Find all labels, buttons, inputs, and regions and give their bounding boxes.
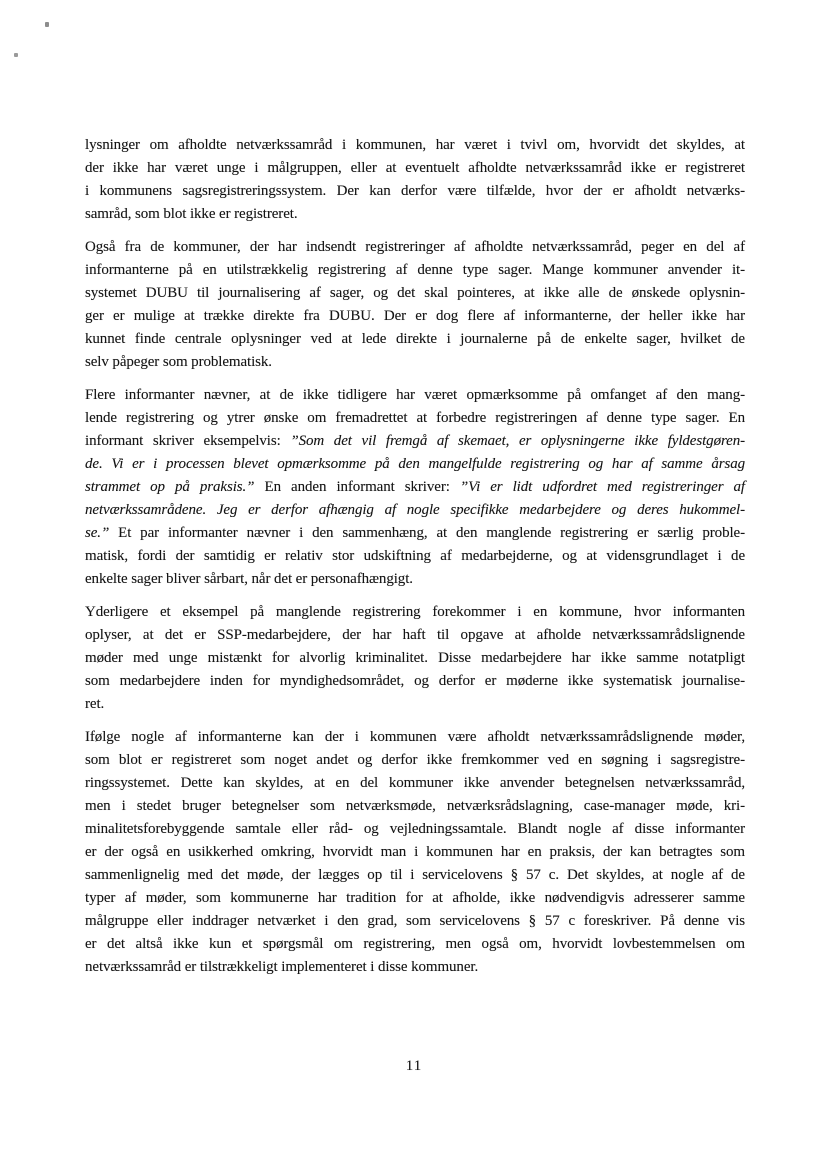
paragraph <box>85 726 745 979</box>
text-line <box>85 956 745 979</box>
text-line <box>85 670 745 693</box>
quoted-text-run: de. Vi er i processen blevet opmærksomme på den mangelfulde registrering og har af samme årsag <box>85 456 745 472</box>
text-run: møder med unge mistænkt for alvorlig kriminalitet. Disse medarbejdere har ikke samme notatpligt <box>85 650 745 666</box>
text-line <box>85 134 745 157</box>
text-run: typer af møder, som kommunerne har tradition for at afholde, ikke nødvendigvis adresserer samme <box>85 890 745 906</box>
text-run: Et par informanter nævner i den sammenhæng, at den manglende registrering er særlig proble- <box>118 525 745 541</box>
text-line <box>85 236 745 259</box>
text-line <box>85 453 745 476</box>
text-line <box>85 910 745 933</box>
text-run: ger er mulige at trække direkte fra DUBU. Der er dog flere af informanterne, der heller ikke har <box>85 308 745 324</box>
text-line <box>85 864 745 887</box>
text-line <box>85 726 745 749</box>
paragraph <box>85 236 745 374</box>
text-line <box>85 545 745 568</box>
text-run: selv påpeger som problematisk. <box>85 354 272 370</box>
text-line <box>85 841 745 864</box>
text-line <box>85 180 745 203</box>
quoted-text-run: se.” <box>85 525 119 541</box>
text-run: er der også en usikkerhed omkring, hvorvidt man i kommunen har en praksis, der kan betragtes som <box>85 844 745 860</box>
text-run: målgruppe eller inddrager netværket i den grad, som servicelovens § 57 c foreskriver. På denne vis <box>85 913 745 929</box>
paragraph <box>85 601 745 716</box>
text-line <box>85 499 745 522</box>
text-line <box>85 693 745 716</box>
text-line <box>85 305 745 328</box>
text-line <box>85 772 745 795</box>
text-run: men i stedet bruger betegnelser som netværksmøde, netværksrådslagning, case-manager møde, kri- <box>85 798 745 814</box>
text-line <box>85 933 745 956</box>
text-run: En anden informant skriver: <box>264 479 460 495</box>
text-line <box>85 624 745 647</box>
text-run: informanterne på en utilstrækkelig registrering af denne type sager. Mange kommuner anvender it- <box>85 262 745 278</box>
text-line <box>85 259 745 282</box>
text-run: samråd, som blot ikke er registreret. <box>85 206 298 222</box>
scan-artifact <box>14 53 18 57</box>
text-run: ret. <box>85 696 105 712</box>
text-run: informant skriver eksempelvis: <box>85 433 291 449</box>
text-run: Flere informanter nævner, at de ikke tidligere har været opmærksomme på omfanget af den mang- <box>85 387 745 403</box>
text-run: matisk, fordi der samtidig er relativ stor udskiftning af medarbejderne, og at vidensgrundlaget i de <box>85 548 745 564</box>
text-line <box>85 818 745 841</box>
text-line <box>85 203 745 226</box>
text-line <box>85 430 745 453</box>
text-run: er det altså ikke kun et spørgsmål om registrering, men også om, hvorvidt lovbestemmelsen om <box>85 936 745 952</box>
text-line <box>85 351 745 374</box>
text-run: i kommunens sagsregistreringssystem. Der kan derfor være tilfælde, hvor der er afholdt netværks- <box>85 183 745 199</box>
text-line <box>85 647 745 670</box>
quoted-text-run: ”Vi er lidt udfordret med registreringer af <box>459 479 746 495</box>
text-run: enkelte sager bliver sårbart, når det er personafhængigt. <box>85 571 413 587</box>
text-line <box>85 328 745 351</box>
text-run: sammenlignelig med det møde, der lægges op til i servicelovens § 57 c. Det skyldes, at nogle af de <box>85 867 745 883</box>
text-line <box>85 522 745 545</box>
text-run: Også fra de kommuner, der har indsendt registreringer af afholdte netværkssamråd, peger en del af <box>85 239 745 255</box>
text-line <box>85 384 745 407</box>
text-run: lende registrering og ytrer ønske om fremadrettet at forbedre registreringen af denne type sager. En <box>85 410 745 426</box>
text-run: oplyser, at det er SSP-medarbejdere, der har haft til opgave at afholde netværkssamrådslignende <box>85 627 745 643</box>
scan-artifact <box>45 22 49 27</box>
text-run: Yderligere et eksempel på manglende registrering forekommer i en kommune, hvor informanten <box>85 604 745 620</box>
quoted-text-run: netværkssamrådene. Jeg er derfor afhængig af nogle specifikke medarbejdere og deres hukommel- <box>85 502 745 518</box>
text-block <box>85 134 745 989</box>
text-run: lysninger om afholdte netværkssamråd i kommunen, har været i tvivl om, hvorvidt det skyldes, at <box>85 137 745 153</box>
text-line <box>85 568 745 591</box>
text-run: kunnet finde centrale oplysninger ved at lede direkte i journalerne på de enkelte sager, hvilket de <box>85 331 745 347</box>
quoted-text-run: strammet op på praksis.” <box>85 479 265 495</box>
text-line <box>85 795 745 818</box>
text-line <box>85 601 745 624</box>
paragraph <box>85 384 745 591</box>
text-run: som blot er registreret som noget andet og derfor ikke fremkommer ved en søgning i sagsregistre- <box>85 752 745 768</box>
text-line <box>85 749 745 772</box>
text-line <box>85 157 745 180</box>
text-line <box>85 282 745 305</box>
text-run: systemet DUBU til journalisering af sager, og det skal pointeres, at ikke alle de ønskede oplysnin- <box>85 285 745 301</box>
text-run: som medarbejdere inden for myndighedsområdet, og derfor er møderne ikke systematisk journalise- <box>85 673 745 689</box>
text-run: ringssystemet. Dette kan skyldes, at en del kommuner ikke anvender betegnelsen netværkssamråd, <box>85 775 745 791</box>
text-run: der ikke har været unge i målgruppen, eller at eventuelt afholdte netværkssamråd ikke er registreret <box>85 160 745 176</box>
paragraph <box>85 134 745 226</box>
text-run: minalitetsforebyggende samtale eller råd- og vejledningssamtale. Blandt nogle af disse informanter <box>85 821 745 837</box>
text-run: netværkssamråd er tilstrækkeligt implementeret i disse kommuner. <box>85 959 479 975</box>
text-line <box>85 407 745 430</box>
page-number: 11 <box>405 1058 423 1074</box>
text-line <box>85 887 745 910</box>
text-run: Ifølge nogle af informanterne kan der i kommunen være afholdt netværkssamrådslignende møder, <box>85 729 745 745</box>
quoted-text-run: ”Som det vil fremgå af skemaet, er oplysningerne ikke fyldestgøren- <box>290 433 745 449</box>
text-line <box>85 476 745 499</box>
